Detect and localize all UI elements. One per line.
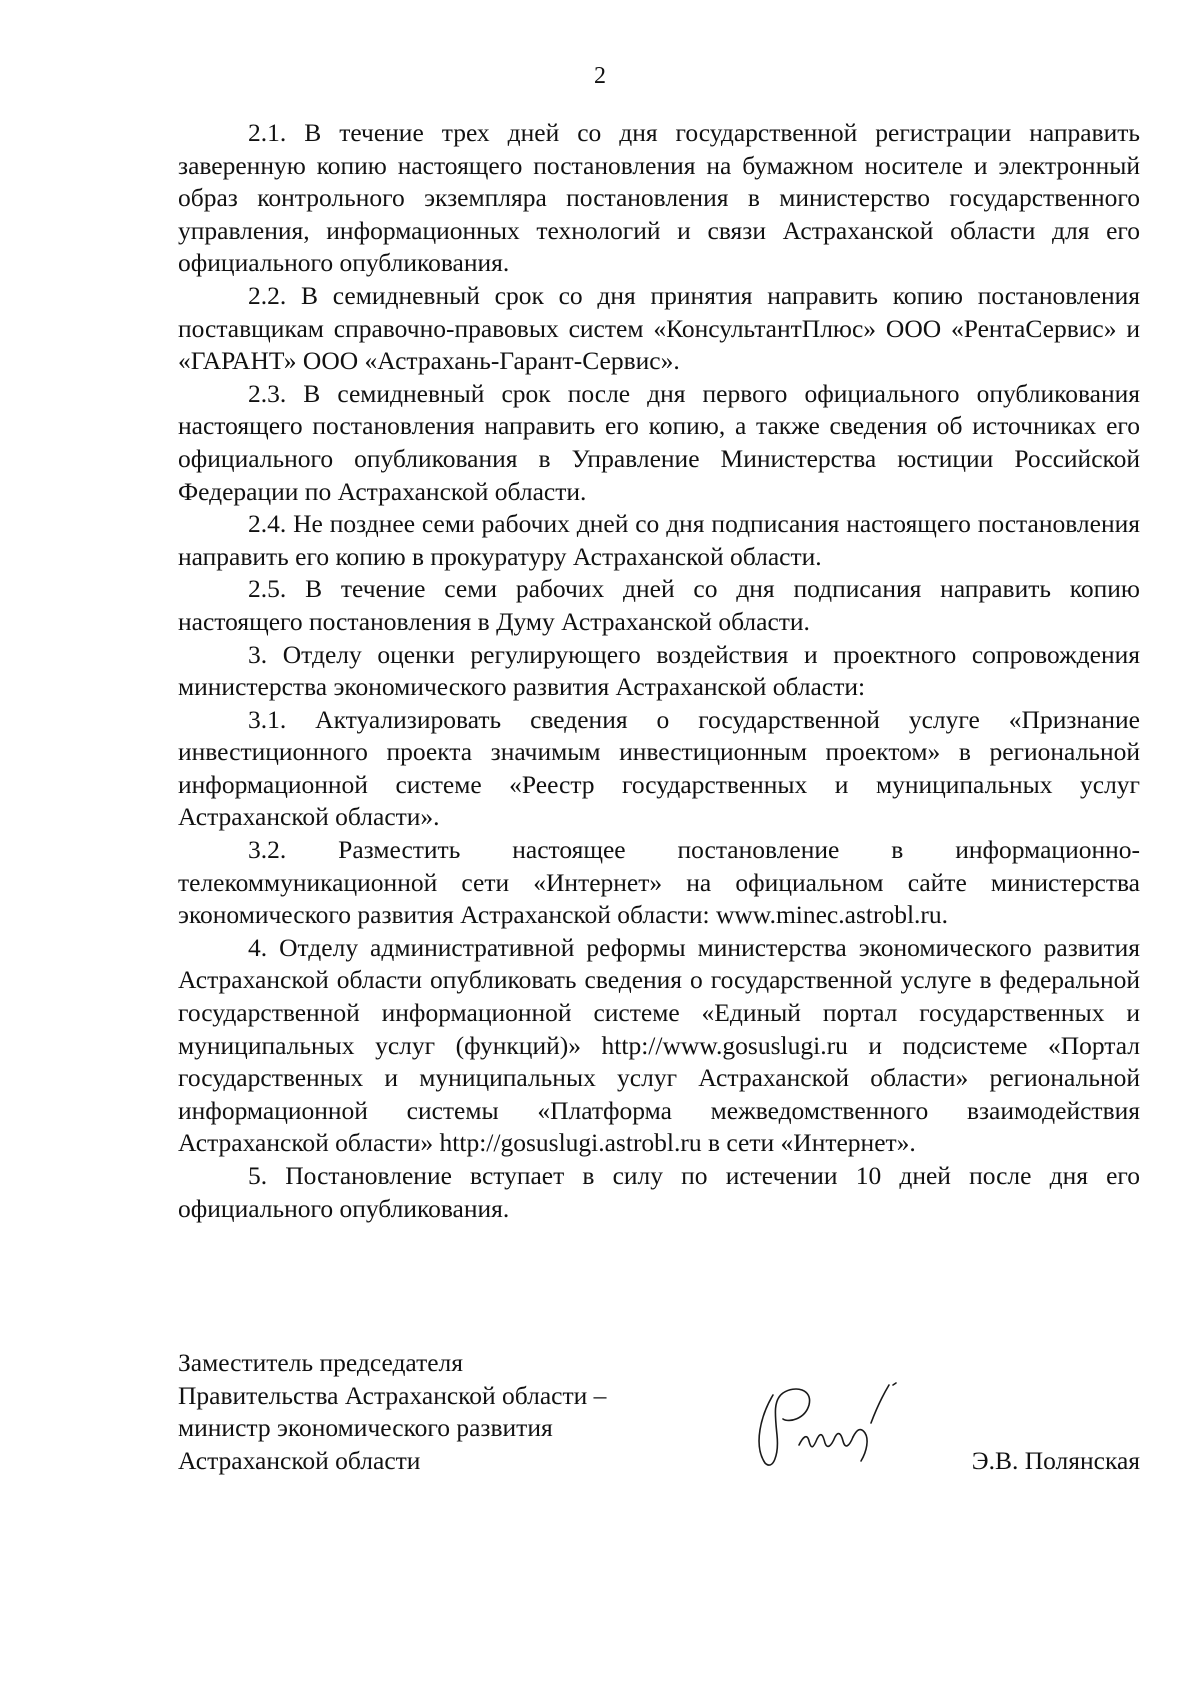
paragraph-5: 5. Постановление вступает в силу по истечении 10 дней после дня его официального опубликования. (178, 1161, 1140, 1223)
signatory-position (178, 1347, 698, 1477)
document-body (178, 117, 1140, 1225)
signatory-position-line: Заместитель председателя (178, 1348, 463, 1377)
signatory-position-line: министр экономического развития (178, 1413, 553, 1443)
paragraph-2-2: 2.2. В семидневный срок со дня принятия направить копию постановления поставщикам справочно-правовых систем «КонсультантПлюс» ООО «РентаСервис» и «ГАРАНТ» ООО «Астрахань-Гарант-Сервис». (178, 280, 1140, 376)
page-number: 2 (594, 63, 606, 89)
paragraph-3: 3. Отделу оценки регулирующего воздействия и проектного сопровождения министерства экономического развития Астраханской области: (178, 639, 1140, 702)
signatory-position-line: Астраханской области (178, 1445, 421, 1475)
signatory-name: Э.В. Полянская (971, 1446, 1140, 1475)
paragraph-4: 4. Отделу административной реформы министерства экономического развития Астраханской области опубликовать сведения о государственной услуге в федеральной государственной информационной системе «Единый портал государственных и муниципальных услуг (функций)» http://www.gosuslugi.ru и подсистеме «Портал государственных и муниципальных услуг Астраханской области» региональной информационной системы «Платформа межведомственного взаимодействия Астраханской области» http://gosuslugi.astrobl.ru в сети «Интернет». (178, 932, 1140, 1158)
signature-block (178, 1347, 1140, 1487)
paragraph-3-1: 3.1. Актуализировать сведения о государственной услуге «Признание инвестиционного проекта значимым инвестиционным проектом» в региональной информационной системе «Реестр государственных и муниципальных услуг Астраханской области». (178, 704, 1140, 832)
paragraph-2-4: 2.4. Не позднее семи рабочих дней со дня подписания настоящего постановления направить его копию в прокуратуру Астраханской области. (178, 509, 1140, 571)
paragraph-2-5: 2.5. В течение семи рабочих дней со дня подписания направить копию настоящего постановления в Думу Астраханской области. (178, 574, 1140, 636)
paragraph-3-2: 3.2. Разместить настоящее постановление в информационно-телекоммуникационной сети «Интернет» на официальном сайте министерства экономического развития Астраханской области: www.minec.astrobl.ru. (178, 835, 1140, 930)
handwritten-signature (743, 1375, 918, 1475)
signatory-position-line: Правительства Астраханской области – (178, 1380, 607, 1410)
paragraph-2-3: 2.3. В семидневный срок после дня первого официального опубликования настоящего постановления направить его копию, а также сведения об источниках его официального опубликования в Управление Министерства юстиции Российской Федерации по Астраханской области. (178, 378, 1140, 506)
paragraph-2-1: 2.1. В течение трех дней со дня государственной регистрации направить заверенную копию настоящего постановления на бумажном носителе и электронный образ контрольного экземпляра постановления в министерство государственного управления, информационных технологий и связи Астраханской области для его официального опубликования. (178, 118, 1140, 278)
